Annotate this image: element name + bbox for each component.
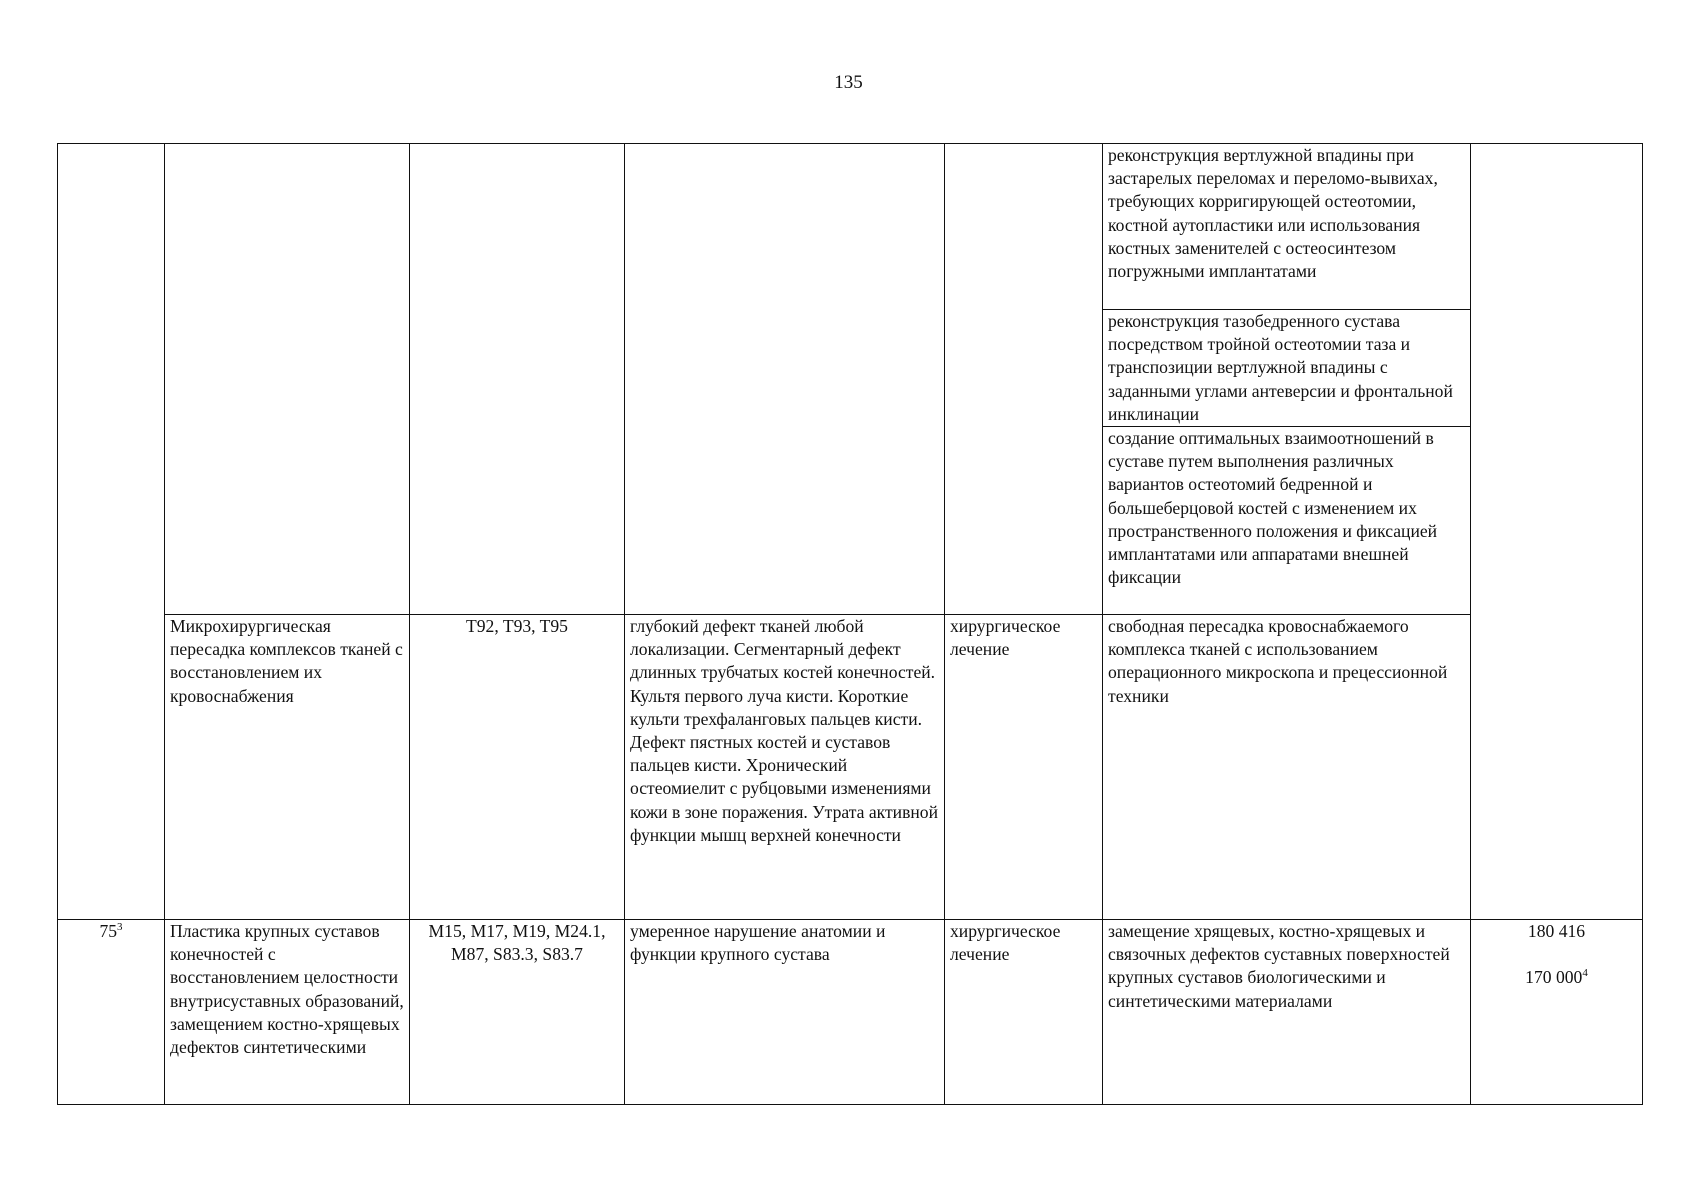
table-row	[58, 615, 1643, 920]
care-type-cell: Микрохирургическая пересадка комплексов тканей с восстановлением их кровоснабжения	[165, 615, 410, 920]
cost-footnote: 4	[1582, 967, 1588, 980]
treatment-method-cell: свободная пересадка кровоснабжаемого комплекса тканей с использованием операционного микроскопа и прецессионной техники	[1103, 615, 1471, 920]
cost-value: 180 416	[1527, 921, 1586, 942]
cost-cell	[1471, 920, 1643, 1105]
table-row	[58, 144, 1643, 310]
patient-model-cell: глубокий дефект тканей любой локализации. Сегментарный дефект длинных трубчатых костей конечностей. Культя первого луча кисти. Короткие культи трехфаланговых пальцев кисти. Дефект пястных костей и суставов пальцев кисти. Хронический остеомиелит с рубцовыми изменениями кожи в зоне поражения. Утрата активной функции мышц верхней конечности	[625, 615, 945, 920]
page-number: 135	[834, 72, 863, 93]
cost-spacer	[1476, 943, 1637, 966]
treatment-type-cell: хирургическое лечение	[945, 920, 1103, 1105]
care-type-cell	[165, 144, 410, 615]
treatment-type-cell	[945, 144, 1103, 615]
table-row	[58, 920, 1643, 1105]
cost-cell	[1471, 144, 1643, 920]
treatment-method-cell: создание оптимальных взаимоотношений в суставе путем выполнения различных вариантов остеотомий бедренной и большеберцовой костей с изменением их пространственного положения и фиксацией имплантатами или аппаратами внешней фиксации	[1103, 427, 1471, 615]
row-number: 75	[99, 921, 118, 942]
treatment-method-cell: реконструкция тазобедренного сустава посредством тройной остеотомии таза и транспозиции вертлужной впадины с заданными углами антеверсии и фронтальной инклинации	[1103, 310, 1471, 427]
cost-value-alt	[1476, 966, 1637, 989]
row-number-footnote: 3	[117, 921, 123, 934]
icd-codes-cell: M15, M17, M19, M24.1, M87, S83.3, S83.7	[410, 920, 625, 1105]
care-type-cell: Пластика крупных суставов конечностей с восстановлением целостности внутрисуставных образований, замещением костно-хрящевых дефектов синтетическими	[165, 920, 410, 1105]
treatment-method-cell: реконструкция вертлужной впадины при застарелых переломах и переломо-вывихах, требующих корригирующей остеотомии, костной аутопластики или использования костных заменителей с остеосинтезом погружными имплантатами	[1103, 144, 1471, 310]
row-number-cell	[58, 920, 165, 1105]
icd-codes-cell	[410, 144, 625, 615]
row-number-cell	[58, 144, 165, 920]
cost-alt-amount: 170 000	[1525, 967, 1583, 988]
patient-model-cell	[625, 144, 945, 615]
icd-codes-cell: T92, T93, T95	[410, 615, 625, 920]
medical-care-table	[57, 143, 1643, 1105]
treatment-method-cell: замещение хрящевых, костно-хрящевых и связочных дефектов суставных поверхностей крупных суставов биологическими и синтетическими материалами	[1103, 920, 1471, 1105]
treatment-type-cell: хирургическое лечение	[945, 615, 1103, 920]
patient-model-cell: умеренное нарушение анатомии и функции крупного сустава	[625, 920, 945, 1105]
